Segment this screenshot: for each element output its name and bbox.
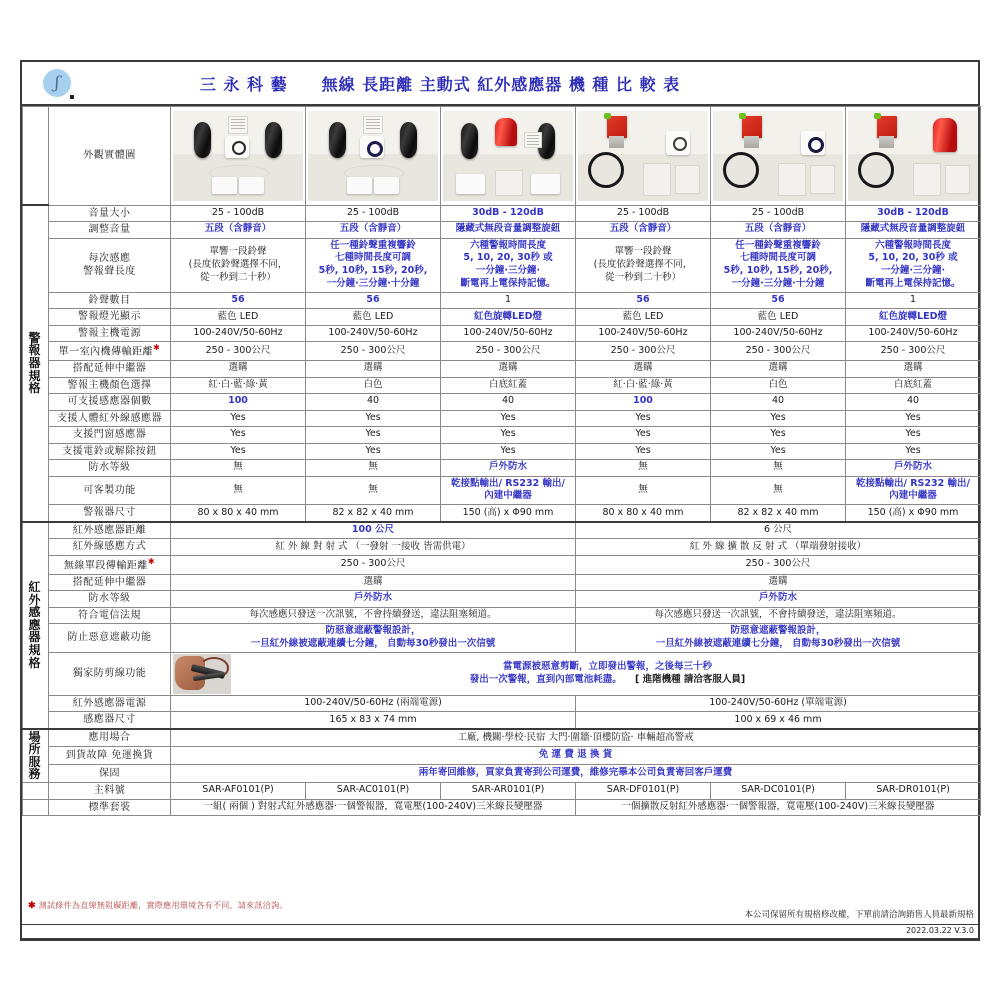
table-row xyxy=(23,476,981,505)
table-cell: 兩年寄回維修，買家負責寄到公司運費，維修完畢本公司負責寄回客戶運費 xyxy=(171,765,981,783)
row-label: 警報器尺寸 xyxy=(49,505,171,522)
table-cell: 40 xyxy=(846,394,981,411)
table-cell: 選購 xyxy=(846,361,981,378)
table-cell: 25 - 100dB xyxy=(171,205,306,222)
part-number-3: SAR-AR0101(P) xyxy=(441,783,576,800)
table-cell: 選購 xyxy=(171,574,576,591)
company-logo-icon xyxy=(43,69,71,97)
row-label: 防水等級 xyxy=(49,591,171,608)
table-cell: 100 公尺 xyxy=(171,522,576,539)
table-cell: 25 - 100dB xyxy=(576,205,711,222)
table-cell: 30dB - 120dB xyxy=(846,205,981,222)
row-label: 支援電鈴或解除按鈕 xyxy=(49,443,171,460)
cutwire-text: 當電源被惡意剪斷，立即發出警報，之後每三十秒 發出一次警報，直到內部電池耗盡。 [ 進階機種 請洽客服人員] xyxy=(469,660,746,685)
table-row xyxy=(23,205,981,222)
table-cell: 無 xyxy=(711,460,846,477)
row-label: 調整音量 xyxy=(49,222,171,239)
table-cell: Yes xyxy=(441,443,576,460)
section-label: 紅外感應器規格 xyxy=(23,522,49,729)
table-cell: 單響一段鈴聲 (長度依鈴聲選擇不同， 從一秒到二十秒） xyxy=(576,238,711,292)
kit-left: 一組( 兩個 ) 對射式紅外感應器·一個警報器，寬電壓(100-240V)三米線長變壓器 xyxy=(171,799,576,816)
table-cell: 40 xyxy=(711,394,846,411)
kit-right: 一個擴散反射紅外感應器·一個警報器，寬電壓(100-240V)三米線長變壓器 xyxy=(576,799,981,816)
table-row xyxy=(23,107,981,206)
table-cell: 無 xyxy=(306,476,441,505)
row-label: 警報主機顏色選擇 xyxy=(49,377,171,394)
table-cell: 五段（含靜音） xyxy=(576,222,711,239)
table-cell: Yes xyxy=(576,443,711,460)
footnote-marker-icon: ✱ xyxy=(147,556,156,566)
comparison-table-body xyxy=(23,107,981,816)
footnote xyxy=(28,900,288,911)
table-cell: 工廠, 機關·學校·民宿 大門·圍牆·頂樓防盜· 車輛超高警戒 xyxy=(171,729,981,747)
table-cell: 150 (高) x Φ90 mm xyxy=(846,505,981,522)
row-label: 支援門窗感應器 xyxy=(49,427,171,444)
table-cell: 56 xyxy=(576,292,711,309)
table-cell: Yes xyxy=(171,443,306,460)
table-cell: 選購 xyxy=(171,361,306,378)
table-row xyxy=(23,729,981,747)
comparison-table xyxy=(22,106,981,816)
table-cell: 250 - 300公尺 xyxy=(711,342,846,361)
table-cell: 戶外防水 xyxy=(171,591,576,608)
table-cell: 五段（含靜音） xyxy=(171,222,306,239)
table-cell: 250 - 300公尺 xyxy=(576,555,981,574)
table-cell: 六種警報時間長度 5, 10, 20, 30秒 或 一分鐘·三分鐘· 斷電再上電保持記憶。 xyxy=(846,238,981,292)
table-cell: 100-240V/50-60Hz xyxy=(171,325,306,342)
table-cell: 82 x 82 x 40 mm xyxy=(711,505,846,522)
table-cell: Yes xyxy=(306,427,441,444)
table-cell: Yes xyxy=(576,427,711,444)
table-cell: 每次感應只發送一次訊號，不會持續發送，違法阻塞頻道。 xyxy=(576,607,981,624)
table-cell: 56 xyxy=(171,292,306,309)
row-label: 主料號 xyxy=(49,783,171,800)
table-cell: 25 - 100dB xyxy=(711,205,846,222)
row-label: 感應器尺寸 xyxy=(49,712,171,729)
row-label: 應用場合 xyxy=(49,729,171,747)
spacer-cell xyxy=(23,799,49,816)
table-row xyxy=(23,427,981,444)
table-cell: 100-240V/50-60Hz xyxy=(441,325,576,342)
table-cell: 100 xyxy=(576,394,711,411)
product-photo-cell-3 xyxy=(441,107,576,206)
table-row xyxy=(23,624,981,653)
footnote-text: 測試條件為直線無阻礙距離，實際應用環境各有不同，請來訊洽詢。 xyxy=(38,901,288,910)
table-cell: 乾接點輸出/ RS232 輸出/ 內建中繼器 xyxy=(846,476,981,505)
table-cell: 六種警報時間長度 5, 10, 20, 30秒 或 一分鐘·三分鐘· 斷電再上電保持記憶。 xyxy=(441,238,576,292)
row-label: 每次感應 警報聲長度 xyxy=(49,238,171,292)
table-cell: Yes xyxy=(576,410,711,427)
pliers-cutting-wire-photo xyxy=(173,654,231,694)
row-label: 外觀實體圖 xyxy=(49,107,171,206)
footnote-star-icon: ✱ xyxy=(28,901,36,911)
table-row xyxy=(23,574,981,591)
table-cell: Yes xyxy=(171,427,306,444)
table-row xyxy=(23,765,981,783)
row-label: 音量大小 xyxy=(49,205,171,222)
table-cell: 6 公尺 xyxy=(576,522,981,539)
table-cell: Yes xyxy=(306,410,441,427)
table-row xyxy=(23,394,981,411)
table-row xyxy=(23,238,981,292)
row-label: 獨家防剪線功能 xyxy=(49,652,171,695)
table-cell: Yes xyxy=(441,427,576,444)
version-bar xyxy=(20,924,980,941)
table-cell: 紅 外 線 擴 散 反 射 式 （單端發射接收） xyxy=(576,539,981,556)
table-cell: 白色 xyxy=(711,377,846,394)
table-cell: 56 xyxy=(306,292,441,309)
table-cell: 白底紅蓋 xyxy=(846,377,981,394)
sheet-header xyxy=(22,62,978,106)
row-label: 標準套裝 xyxy=(49,799,171,816)
table-row xyxy=(23,222,981,239)
table-cell: Yes xyxy=(711,427,846,444)
spacer-cell xyxy=(23,107,49,206)
table-cell: Yes xyxy=(711,443,846,460)
table-row xyxy=(23,292,981,309)
table-cell: 100-240V/50-60Hz xyxy=(846,325,981,342)
table-cell: 40 xyxy=(306,394,441,411)
disclaimer-note: 本公司保留所有規格修改權，下單前請洽詢銷售人員最新規格 xyxy=(744,910,974,920)
product-photo xyxy=(443,111,573,201)
row-label: 紅外線感應方式 xyxy=(49,539,171,556)
section-label: 警報器規格 xyxy=(23,205,49,522)
table-cell: 五段（含靜音） xyxy=(711,222,846,239)
table-cell: 30dB - 120dB xyxy=(441,205,576,222)
row-label: 防水等級 xyxy=(49,460,171,477)
row-label: 到貨故障 免運換貨 xyxy=(49,747,171,765)
table-cell: 藍色 LED xyxy=(171,309,306,326)
part-number-2: SAR-AC0101(P) xyxy=(306,783,441,800)
table-row xyxy=(23,607,981,624)
table-cell: 無 xyxy=(306,460,441,477)
version-label: 2022.03.22 V.3.0 xyxy=(905,926,974,935)
product-photo xyxy=(578,111,708,201)
product-photo-cell-4 xyxy=(576,107,711,206)
table-row xyxy=(23,555,981,574)
table-cell: 250 - 300公尺 xyxy=(306,342,441,361)
table-cell: 防惡意遮蔽警報設計， 一旦紅外線被遮蔽連續七分鐘， 自動每30秒發出一次信號 xyxy=(576,624,981,653)
table-cell: 無 xyxy=(711,476,846,505)
table-cell: 無 xyxy=(171,460,306,477)
part-number-5: SAR-DC0101(P) xyxy=(711,783,846,800)
table-cell: 82 x 82 x 40 mm xyxy=(306,505,441,522)
table-cell: 戶外防水 xyxy=(441,460,576,477)
table-cell: 乾接點輸出/ RS232 輸出/ 內建中繼器 xyxy=(441,476,576,505)
table-cell: 藍色 LED xyxy=(711,309,846,326)
table-row xyxy=(23,505,981,522)
part-number-6: SAR-DR0101(P) xyxy=(846,783,981,800)
table-cell: 100 x 69 x 46 mm xyxy=(576,712,981,729)
product-photo xyxy=(713,111,843,201)
table-cell: 紅 外 線 對 射 式 （一發射 一接收 皆需供電） xyxy=(171,539,576,556)
table-row xyxy=(23,325,981,342)
table-row xyxy=(23,591,981,608)
table-cell: 165 x 83 x 74 mm xyxy=(171,712,576,729)
table-cell: 100-240V/50-60Hz xyxy=(576,325,711,342)
table-cell: Yes xyxy=(846,410,981,427)
table-cell: 250 - 300公尺 xyxy=(171,555,576,574)
table-row xyxy=(23,342,981,361)
table-cell: 100-240V/50-60Hz xyxy=(306,325,441,342)
logo-cell xyxy=(22,69,92,97)
table-cell: 80 x 80 x 40 mm xyxy=(171,505,306,522)
row-label: 可客製功能 xyxy=(49,476,171,505)
table-row xyxy=(23,460,981,477)
row-label: 單一室內機傳輸距離✱ xyxy=(49,342,171,361)
row-label: 可支援感應器個數 xyxy=(49,394,171,411)
table-cell: 100-240V/50-60Hz (兩端電源) xyxy=(171,695,576,712)
table-cell: 隱藏式無段音量調整旋鈕 xyxy=(441,222,576,239)
table-row-cutwire xyxy=(23,652,981,695)
row-label: 警報主機電源 xyxy=(49,325,171,342)
table-cell: 1 xyxy=(846,292,981,309)
table-cell: 250 - 300公尺 xyxy=(846,342,981,361)
table-cell: 單響一段鈴聲 (長度依鈴聲選擇不同， 從一秒到二十秒） xyxy=(171,238,306,292)
row-label: 鈴聲數目 xyxy=(49,292,171,309)
table-cell: 無 xyxy=(576,460,711,477)
table-cell: Yes xyxy=(306,443,441,460)
product-photo xyxy=(173,111,303,201)
row-label: 紅外感應器電源 xyxy=(49,695,171,712)
table-row xyxy=(23,539,981,556)
table-cell: 白色 xyxy=(306,377,441,394)
sheet-frame xyxy=(20,60,980,940)
table-cell: Yes xyxy=(171,410,306,427)
section-label: 場所服務 xyxy=(23,729,49,783)
table-cell: Yes xyxy=(846,443,981,460)
table-cell: 25 - 100dB xyxy=(306,205,441,222)
logo-glyph: ʃ xyxy=(54,72,60,93)
table-row xyxy=(23,443,981,460)
table-cell: 任一種鈴聲重複響鈴 七種時間長度可調 5秒, 10秒, 15秒, 20秒, 一分鐘·三分鐘·十分鐘 xyxy=(306,238,441,292)
table-cell: 紅色旋轉LED燈 xyxy=(846,309,981,326)
table-cell: 250 - 300公尺 xyxy=(576,342,711,361)
product-photo xyxy=(308,111,438,201)
part-number-4: SAR-DF0101(P) xyxy=(576,783,711,800)
part-number-1: SAR-AF0101(P) xyxy=(171,783,306,800)
table-cell: 藍色 LED xyxy=(576,309,711,326)
table-cell: 選購 xyxy=(576,574,981,591)
table-cell: 紅·白·藍·綠·黃 xyxy=(576,377,711,394)
table-cell: 1 xyxy=(441,292,576,309)
product-photo-cell-5 xyxy=(711,107,846,206)
table-cell: 戶外防水 xyxy=(846,460,981,477)
table-cell: 紅色旋轉LED燈 xyxy=(441,309,576,326)
table-cell: Yes xyxy=(441,410,576,427)
table-cell: 戶外防水 xyxy=(576,591,981,608)
table-cell: 100-240V/50-60Hz xyxy=(711,325,846,342)
product-photo-cell-2 xyxy=(306,107,441,206)
table-row xyxy=(23,410,981,427)
table-row-kit xyxy=(23,799,981,816)
table-cell: 選購 xyxy=(441,361,576,378)
row-label: 符合電信法規 xyxy=(49,607,171,624)
table-cell: 40 xyxy=(441,394,576,411)
page-title: 三 永 科 藝 無線 長距離 主動式 紅外感應器 機 種 比 較 表 xyxy=(199,74,681,94)
table-row-partno xyxy=(23,783,981,800)
table-cell xyxy=(171,652,981,695)
table-row xyxy=(23,377,981,394)
row-label: 搭配延伸中繼器 xyxy=(49,574,171,591)
product-photo xyxy=(848,111,978,201)
table-cell: 白底紅蓋 xyxy=(441,377,576,394)
row-label: 警報燈光顯示 xyxy=(49,309,171,326)
table-row xyxy=(23,712,981,729)
table-cell: 250 - 300公尺 xyxy=(441,342,576,361)
product-photo-cell-6 xyxy=(846,107,981,206)
spacer-cell xyxy=(23,783,49,800)
table-cell: 隱藏式無段音量調整旋鈕 xyxy=(846,222,981,239)
row-label: 保固 xyxy=(49,765,171,783)
table-cell: 選購 xyxy=(576,361,711,378)
footnote-marker-icon: ✱ xyxy=(153,343,161,353)
table-cell: 56 xyxy=(711,292,846,309)
table-cell: 150 (高) x Φ90 mm xyxy=(441,505,576,522)
table-cell: Yes xyxy=(711,410,846,427)
table-cell: 80 x 80 x 40 mm xyxy=(576,505,711,522)
table-row xyxy=(23,747,981,765)
row-label: 紅外感應器距離 xyxy=(49,522,171,539)
row-label: 防止惡意遮蔽功能 xyxy=(49,624,171,653)
table-cell: 選購 xyxy=(711,361,846,378)
table-cell: 免 運 費 退 換 貨 xyxy=(171,747,981,765)
table-row xyxy=(23,361,981,378)
table-cell: 任一種鈴聲重複響鈴 七種時間長度可調 5秒, 10秒, 15秒, 20秒, 一分鐘·三分鐘·十分鐘 xyxy=(711,238,846,292)
table-row xyxy=(23,522,981,539)
table-cell: 250 - 300公尺 xyxy=(171,342,306,361)
table-cell: 五段（含靜音） xyxy=(306,222,441,239)
table-cell: 選購 xyxy=(306,361,441,378)
table-cell: 無 xyxy=(171,476,306,505)
table-cell: 100 xyxy=(171,394,306,411)
table-row xyxy=(23,309,981,326)
table-cell: 每次感應只發送一次訊號，不會持續發送，違法阻塞頻道。 xyxy=(171,607,576,624)
table-cell: 紅·白·藍·綠·黃 xyxy=(171,377,306,394)
product-photo-cell-1 xyxy=(171,107,306,206)
table-cell: 藍色 LED xyxy=(306,309,441,326)
row-label: 無線單段傳輸距離✱ xyxy=(49,555,171,574)
table-cell: Yes xyxy=(846,427,981,444)
table-cell: 100-240V/50-60Hz (單端電源) xyxy=(576,695,981,712)
table-cell: 無 xyxy=(576,476,711,505)
table-row xyxy=(23,695,981,712)
row-label: 支援人體紅外線感應器 xyxy=(49,410,171,427)
table-cell: 防惡意遮蔽警報設計， 一旦紅外線被遮蔽連續七分鐘， 自動每30秒發出一次信號 xyxy=(171,624,576,653)
row-label: 搭配延伸中繼器 xyxy=(49,361,171,378)
